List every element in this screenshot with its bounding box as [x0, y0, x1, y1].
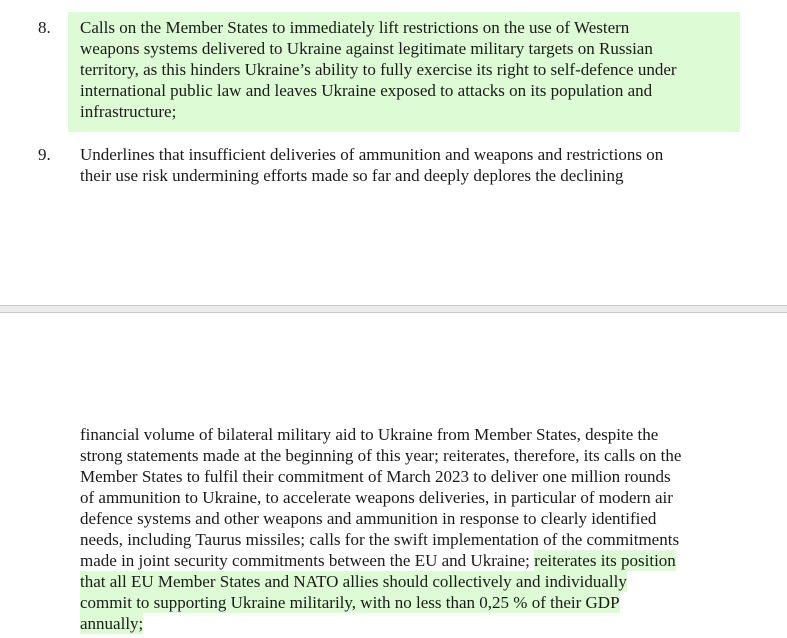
paragraph-9-number: 9.	[38, 145, 51, 164]
text-line: Underlines that insufficient deliveries of ammunition and weapons and restrictions on	[80, 145, 664, 164]
text-line: Calls on the Member States to immediately lift restrictions on the use of Western	[80, 18, 630, 37]
document-page-upper	[0, 0, 787, 305]
text-line: international public law and leaves Ukraine exposed to attacks on its population and	[80, 81, 653, 100]
text-line: financial volume of bilateral military aid to Ukraine from Member States, despite the	[80, 425, 659, 444]
paragraph-8-text	[80, 17, 735, 122]
paragraph-8-number: 8.	[38, 18, 51, 37]
text-line: infrastructure;	[80, 102, 177, 121]
text-line: needs, including Taurus missiles; calls for the swift implementation of the commitments	[80, 530, 680, 549]
paragraph-9-continued-text	[80, 424, 740, 634]
page-break	[0, 305, 787, 313]
text-line: Member States to fulfil their commitment of March 2023 to deliver one million rounds	[80, 467, 671, 486]
paragraph-9-text	[80, 144, 730, 186]
text-line: made in joint security commitments between the EU and Ukraine;	[80, 551, 535, 570]
text-line: territory, as this hinders Ukraine’s ability to fully exercise its right to self-defence under	[80, 60, 677, 79]
highlighted-text: commit to supporting Ukraine militarily, with no less than 0,25 % of their GDP	[80, 593, 620, 612]
highlighted-text: that all EU Member States and NATO allies should collectively and individually	[80, 572, 627, 591]
text-line: weapons systems delivered to Ukraine against legitimate military targets on Russian	[80, 39, 653, 58]
highlighted-text: annually;	[80, 614, 144, 633]
text-line: strong statements made at the beginning of this year; reiterates, therefore, its calls on the	[80, 446, 682, 465]
text-line: defence systems and other weapons and ammunition in response to clearly identified	[80, 509, 657, 528]
text-line: their use risk undermining efforts made so far and deeply deplores the declining	[80, 166, 624, 185]
text-line: of ammunition to Ukraine, to accelerate weapons deliveries, in particular of modern air	[80, 488, 673, 507]
document-page-lower	[0, 313, 787, 638]
highlighted-text: reiterates its position	[534, 551, 676, 570]
